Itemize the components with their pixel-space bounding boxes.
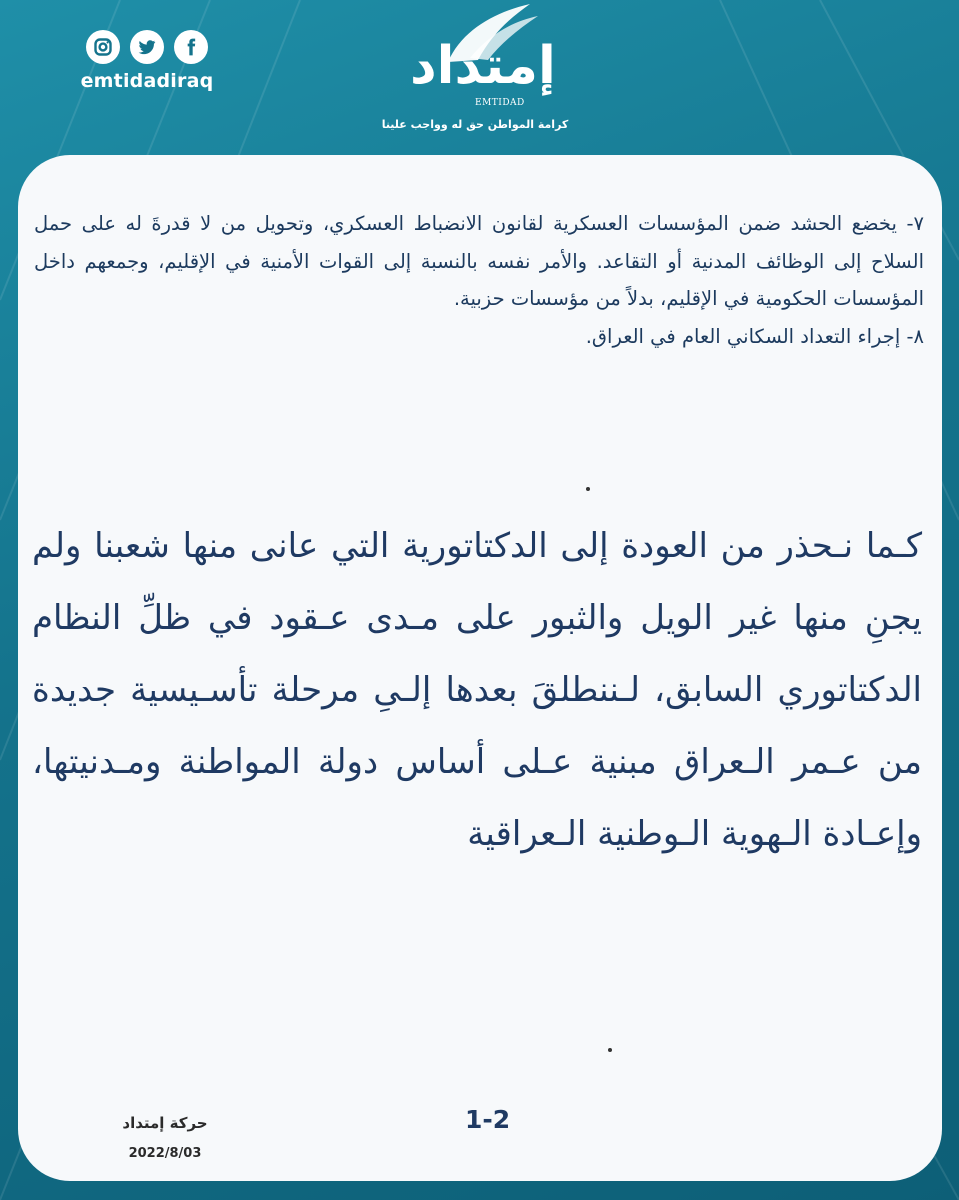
dot-separator: [608, 1048, 612, 1052]
social-handle: emtidadiraq: [80, 70, 214, 92]
facebook-icon[interactable]: [174, 30, 208, 64]
twitter-icon[interactable]: [130, 30, 164, 64]
movement-name: حركة إمتداد: [122, 1114, 208, 1132]
demand-item-7: ٧- يخضع الحشد ضمن المؤسسات العسكرية لقانون الانضباط العسكري، وتحويل من لا قدرةَ له على حمل السلاح إلى الوظائف المدنية أو التقاعد. والأمر نفسه بالنسبة إلى القوات الأمنية في الإقليم، وجمعهم داخل المؤسسات الحكومية في الإقليم، بدلاً من مؤسسات حزبية.: [34, 212, 924, 310]
dot-separator: [586, 487, 590, 491]
logo-arabic: إمتداد: [410, 36, 556, 96]
social-links: [72, 30, 222, 92]
logo-english: EMTIDAD: [475, 98, 525, 108]
demands-list: [34, 205, 924, 355]
publish-date: 2022/8/03: [128, 1146, 202, 1161]
content-card: [18, 155, 942, 1181]
main-statement: كـما نـحذر من العودة إلى الدكتاتورية التي عانى منها شعبنا ولم يجنِ منها غير الويل والثبور على مـدى عـقود في ظلِّ النظام الدكتاتوري السابق، لـننطلقَ بعدها إلـىِ مرحلة تأسـيسية جديدة من عـمر الـعراق مبنية عـلى أساس دولة المواطنة ومـدنيتها، وإعـادة الـهوية الـوطنية الـعراقية: [32, 526, 922, 854]
slogan: كرامة المواطن حق له وواجب علينا: [381, 118, 569, 131]
demand-item-8: ٨- إجراء التعداد السكاني العام في العراق.: [585, 324, 924, 348]
instagram-icon[interactable]: [86, 30, 120, 64]
social-icons: [72, 30, 222, 64]
page-number: 1-2: [465, 1105, 511, 1134]
footer-signature: [80, 1112, 250, 1161]
logo: [370, 0, 580, 140]
